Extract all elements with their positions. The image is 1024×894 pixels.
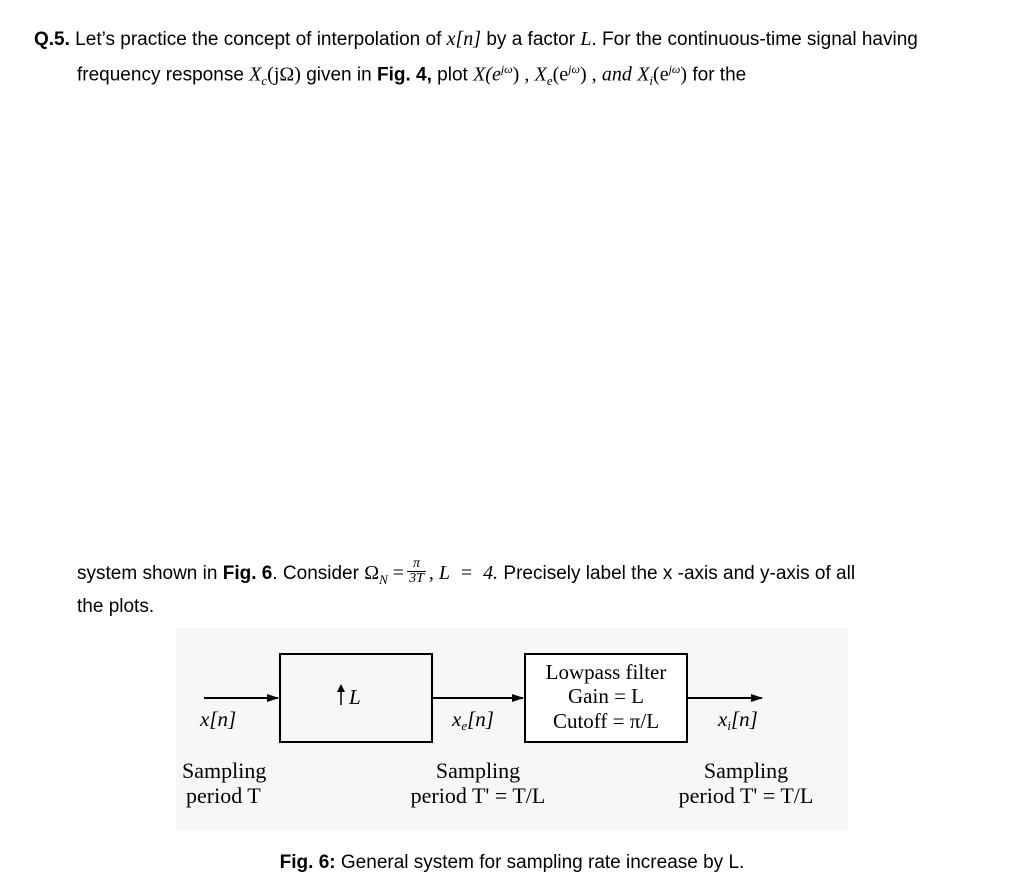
output-signal-label	[717, 707, 758, 733]
Xc-argument: (jΩ)	[267, 63, 301, 86]
filter-title: Lowpass filter	[545, 660, 667, 684]
line2-text-a: frequency response	[77, 64, 250, 86]
output-label-arg: [n]	[730, 707, 758, 731]
Xe-subscript: e	[546, 73, 553, 89]
L-equals-4: L = 4.	[438, 562, 499, 584]
Xe-close: ) ,	[579, 63, 597, 86]
question-line-4	[77, 592, 154, 622]
line3-text-a: system shown in	[77, 563, 223, 584]
Xi-superscript: jω	[668, 62, 681, 76]
Xc-subscript: c	[261, 73, 268, 89]
upsample-arrow-head-icon	[337, 684, 345, 692]
mid-label-x: x	[452, 707, 462, 731]
omega-n-symbol: Ω	[364, 562, 380, 584]
filter-cutoff: Cutoff = π/L	[552, 709, 660, 733]
L-symbol: L	[580, 28, 592, 50]
sampling-right-line2: period T' = T/L	[678, 783, 814, 808]
question-number: Q.5.	[34, 29, 70, 50]
Xe-argument: (e	[552, 63, 569, 86]
Xi-subscript: i	[649, 73, 654, 89]
output-label-sub: i	[727, 718, 731, 733]
output-label-x: x	[718, 707, 728, 731]
question-line-1	[34, 24, 918, 55]
line4-text: the plots.	[77, 596, 155, 617]
figure-caption	[0, 849, 1024, 877]
equals-sign: =	[387, 562, 405, 584]
line2-text-c: plot	[431, 64, 474, 86]
line2-text-b: given in	[300, 64, 377, 86]
Xi-close: )	[680, 63, 688, 86]
sampling-right-line1: Sampling	[703, 758, 789, 783]
caption-label: Fig. 6:	[279, 852, 336, 873]
line1-text-c: . For the continuous-time signal having	[591, 29, 918, 50]
question-line-3	[77, 558, 855, 595]
X-superscript: jω	[500, 62, 513, 76]
Xi-argument: (e	[653, 63, 669, 86]
input-label: x[n]	[200, 707, 237, 731]
pi-over-3T-fraction	[407, 557, 426, 586]
omega-n-subscript: N	[379, 571, 388, 587]
mid-label-arg: [n]	[467, 707, 494, 731]
line3-text-b: . Consider	[272, 563, 365, 584]
diagram-svg	[176, 628, 848, 830]
Xe-superscript: jω	[568, 62, 580, 76]
line1-text-b: by a factor	[481, 29, 581, 50]
system-block-diagram	[176, 628, 848, 830]
fig4-reference: Fig. 4,	[376, 64, 432, 86]
fig6-reference: Fig. 6	[222, 563, 273, 584]
Xi-symbol: X	[637, 63, 650, 86]
upsampler-label: L	[349, 685, 361, 709]
mid-label-sub: e	[461, 718, 468, 733]
sampling-mid-line2: period T' = T/L	[410, 783, 546, 808]
x-n-symbol: x[n]	[446, 28, 482, 50]
line3-text-c: Precisely label the x -axis and y-axis of all	[498, 563, 856, 584]
line1-text-a: Let’s practice the concept of interpolation of	[69, 29, 447, 50]
caption-text: General system for sampling rate increase by L.	[335, 852, 745, 873]
filter-gain: Gain = L	[568, 684, 644, 708]
mid-signal-label	[451, 707, 494, 733]
sampling-mid-line1: Sampling	[435, 758, 521, 783]
X-symbol: X(e	[473, 63, 501, 86]
question-line-2	[77, 54, 746, 96]
sampling-left-line2: period T	[186, 783, 261, 808]
line3-comma: ,	[428, 562, 439, 584]
Xc-symbol: X	[249, 63, 262, 86]
Xe-symbol: X	[534, 63, 547, 86]
and-word: and	[601, 63, 632, 86]
X-close: ) ,	[512, 63, 530, 86]
fraction-denominator: 3T	[409, 571, 424, 587]
sampling-left-line1: Sampling	[182, 758, 267, 783]
fraction-numerator: π	[407, 557, 426, 572]
line2-text-d: for the	[687, 64, 747, 86]
